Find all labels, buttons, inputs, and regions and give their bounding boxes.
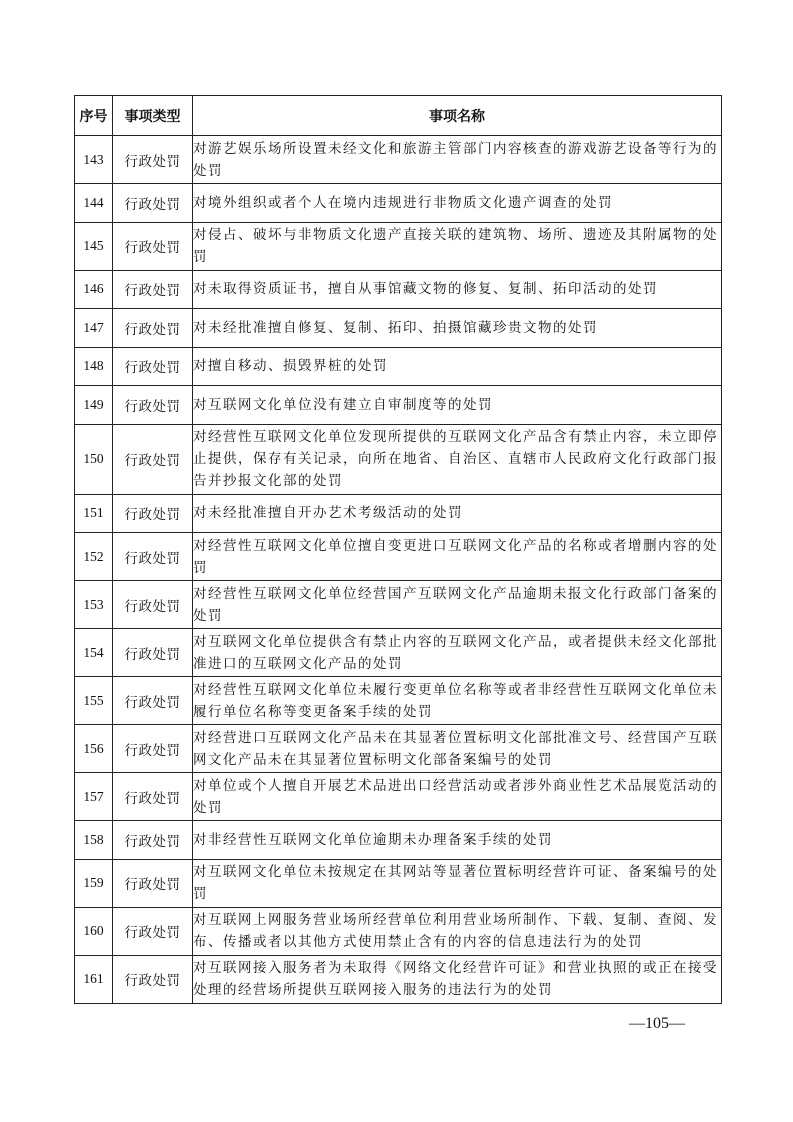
- row-type: 行政处罚: [113, 494, 193, 533]
- row-number: 147: [75, 309, 113, 348]
- row-type: 行政处罚: [113, 773, 193, 821]
- row-type: 行政处罚: [113, 347, 193, 386]
- row-type: 行政处罚: [113, 955, 193, 1003]
- row-number: 157: [75, 773, 113, 821]
- row-number: 161: [75, 955, 113, 1003]
- table-row: [75, 677, 722, 725]
- row-number: 158: [75, 821, 113, 860]
- row-number: 145: [75, 222, 113, 270]
- row-name: 对经营性互联网文化单位擅自变更进口互联网文化产品的名称或者增删内容的处罚: [193, 533, 722, 581]
- row-type: 行政处罚: [113, 309, 193, 348]
- row-name: 对单位或个人擅自开展艺术品进出口经营活动或者涉外商业性艺术品展览活动的处罚: [193, 773, 722, 821]
- row-name: 对未取得资质证书，擅自从事馆藏文物的修复、复制、拓印活动的处罚: [193, 270, 722, 309]
- page-number: —105—: [629, 1015, 685, 1032]
- table-row: [75, 347, 722, 386]
- table-row: [75, 907, 722, 955]
- table-row: [75, 533, 722, 581]
- row-type: 行政处罚: [113, 270, 193, 309]
- row-name: 对游艺娱乐场所设置未经文化和旅游主管部门内容核查的游戏游艺设备等行为的处罚: [193, 136, 722, 184]
- row-type: 行政处罚: [113, 533, 193, 581]
- row-type: 行政处罚: [113, 581, 193, 629]
- row-type: 行政处罚: [113, 677, 193, 725]
- row-type: 行政处罚: [113, 184, 193, 223]
- row-name: 对经营性互联网文化单位未履行变更单位名称等或者非经营性互联网文化单位未履行单位名称等变更备案手续的处罚: [193, 677, 722, 725]
- table-row: [75, 270, 722, 309]
- row-number: 159: [75, 859, 113, 907]
- row-type: 行政处罚: [113, 725, 193, 773]
- row-number: 153: [75, 581, 113, 629]
- row-name: 对非经营性互联网文化单位逾期未办理备案手续的处罚: [193, 821, 722, 860]
- row-number: 160: [75, 907, 113, 955]
- row-type: 行政处罚: [113, 386, 193, 425]
- table-row: [75, 424, 722, 494]
- row-name: 对互联网接入服务者为未取得《网络文化经营许可证》和营业执照的或正在接受处理的经营场所提供互联网接入服务的违法行为的处罚: [193, 955, 722, 1003]
- table-row: [75, 955, 722, 1003]
- row-number: 155: [75, 677, 113, 725]
- table-row: [75, 725, 722, 773]
- row-name: 对擅自移动、损毁界桩的处罚: [193, 347, 722, 386]
- row-number: 148: [75, 347, 113, 386]
- row-type: 行政处罚: [113, 136, 193, 184]
- row-type: 行政处罚: [113, 907, 193, 955]
- row-number: 152: [75, 533, 113, 581]
- row-number: 151: [75, 494, 113, 533]
- header-type: 事项类型: [113, 96, 193, 136]
- row-number: 149: [75, 386, 113, 425]
- row-type: 行政处罚: [113, 629, 193, 677]
- table-row: [75, 136, 722, 184]
- row-name: 对互联网文化单位没有建立自审制度等的处罚: [193, 386, 722, 425]
- table-row: [75, 859, 722, 907]
- row-name: 对未经批准擅自修复、复制、拓印、拍摄馆藏珍贵文物的处罚: [193, 309, 722, 348]
- row-number: 154: [75, 629, 113, 677]
- row-number: 156: [75, 725, 113, 773]
- row-number: 150: [75, 424, 113, 494]
- row-number: 143: [75, 136, 113, 184]
- row-name: 对境外组织或者个人在境内违规进行非物质文化遗产调查的处罚: [193, 184, 722, 223]
- row-name: 对经营性互联网文化单位经营国产互联网文化产品逾期未报文化行政部门备案的处罚: [193, 581, 722, 629]
- table-row: [75, 184, 722, 223]
- table-row: [75, 309, 722, 348]
- row-name: 对经营性互联网文化单位发现所提供的互联网文化产品含有禁止内容，未立即停止提供，保存有关记录，向所在地省、自治区、直辖市人民政府文化行政部门报告并抄报文化部的处罚: [193, 424, 722, 494]
- items-table: [74, 95, 722, 1004]
- row-type: 行政处罚: [113, 222, 193, 270]
- header-name: 事项名称: [193, 96, 722, 136]
- table-row: [75, 821, 722, 860]
- row-name: 对侵占、破坏与非物质文化遗产直接关联的建筑物、场所、遗迹及其附属物的处罚: [193, 222, 722, 270]
- row-number: 146: [75, 270, 113, 309]
- table-row: [75, 629, 722, 677]
- row-name: 对经营进口互联网文化产品未在其显著位置标明文化部批准文号、经营国产互联网文化产品未在其显著位置标明文化部备案编号的处罚: [193, 725, 722, 773]
- table-row: [75, 773, 722, 821]
- row-type: 行政处罚: [113, 821, 193, 860]
- row-number: 144: [75, 184, 113, 223]
- table-row: [75, 581, 722, 629]
- row-name: 对互联网文化单位提供含有禁止内容的互联网文化产品，或者提供未经文化部批准进口的互联网文化产品的处罚: [193, 629, 722, 677]
- row-type: 行政处罚: [113, 424, 193, 494]
- row-type: 行政处罚: [113, 859, 193, 907]
- table-row: [75, 494, 722, 533]
- row-name: 对互联网上网服务营业场所经营单位利用营业场所制作、下载、复制、查阅、发布、传播或者以其他方式使用禁止含有的内容的信息违法行为的处罚: [193, 907, 722, 955]
- table-header-row: [75, 96, 722, 136]
- table-row: [75, 386, 722, 425]
- header-number: 序号: [75, 96, 113, 136]
- table-row: [75, 222, 722, 270]
- row-name: 对未经批准擅自开办艺术考级活动的处罚: [193, 494, 722, 533]
- row-name: 对互联网文化单位未按规定在其网站等显著位置标明经营许可证、备案编号的处罚: [193, 859, 722, 907]
